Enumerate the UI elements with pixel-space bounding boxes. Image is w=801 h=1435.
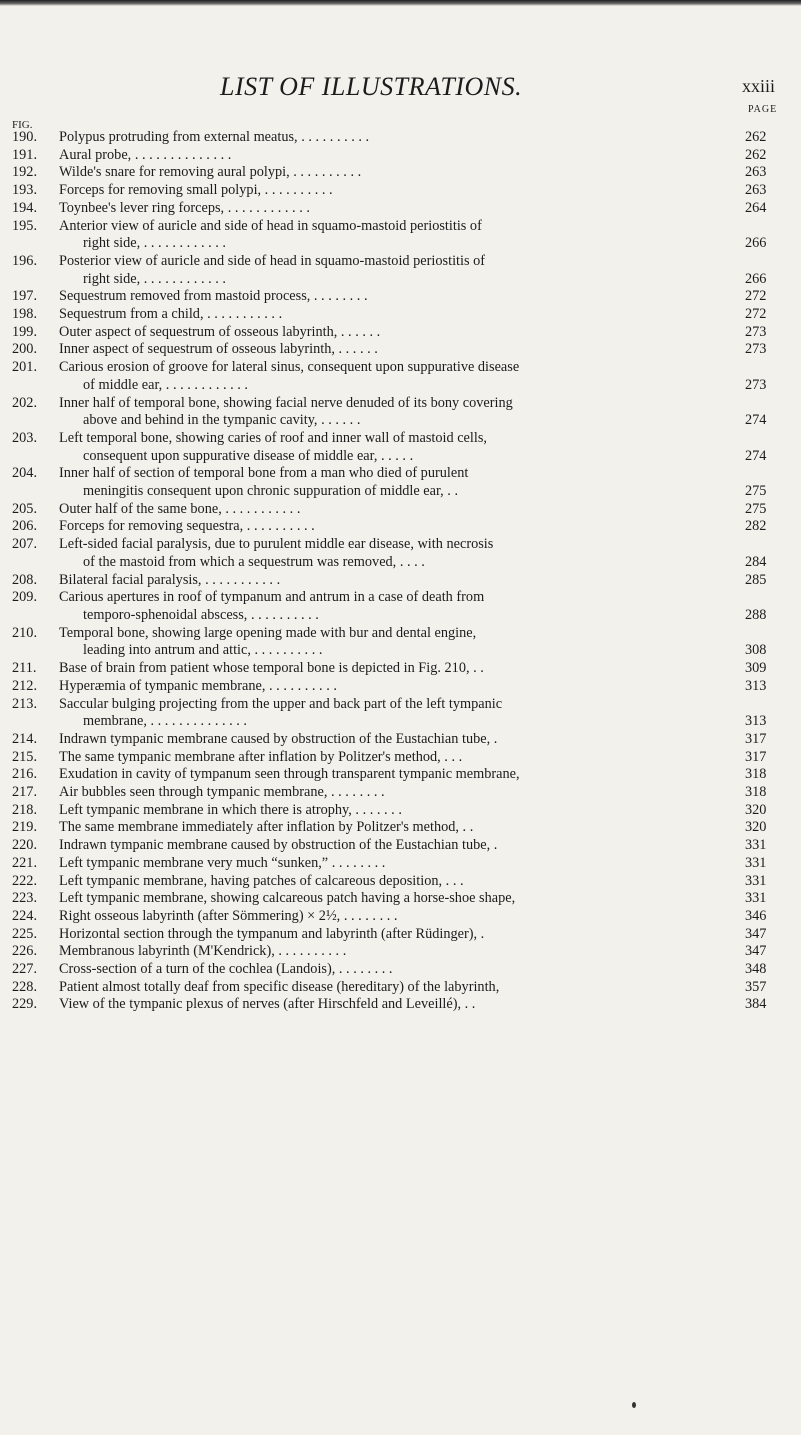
figure-number: 222. [12,872,38,889]
figure-number: 190. [12,129,38,145]
page-reference: 262 [745,146,767,163]
figure-number: 224. [12,907,38,924]
page-reference: 346 [745,907,767,924]
caption-line: Forceps for removing sequestra, . . . . . . . . . . [59,518,315,535]
page-reference: 309 [745,660,767,677]
figure-number: 198. [12,306,38,323]
page-reference: 282 [745,518,767,535]
figure-number: 208. [12,571,38,588]
caption-line: Sequestrum from a child, . . . . . . . . . . . [59,306,283,323]
figure-caption [59,182,691,200]
figure-number: 202. [12,394,38,411]
list-item [0,996,801,1014]
list-item [0,855,801,873]
caption-line: The same tympanic membrane after inflation by Politzer's method, . . . [59,748,463,765]
caption-line: Sequestrum removed from mastoid process, . . . . . . . . [59,288,368,305]
list-item [0,784,801,802]
figure-caption [59,660,691,678]
caption-line: of the mastoid from which a sequestrum was removed, . . . . [83,553,425,570]
figure-caption [59,784,691,802]
caption-line: Aural probe, . . . . . . . . . . . . . . [59,146,232,163]
caption-line: Inner aspect of sequestrum of osseous labyrinth, . . . . . . [59,341,378,358]
list-item [0,200,801,218]
page-reference: 313 [745,677,767,694]
page-reference: 313 [745,713,767,730]
figure-caption [59,147,691,165]
page-reference: 384 [745,996,767,1013]
list-item [0,147,801,165]
figure-caption [59,395,691,430]
list-item [0,501,801,519]
list-item [0,518,801,536]
page-reference: 274 [745,412,767,429]
caption-line: Patient almost totally deaf from specific disease (hereditary) of the labyrinth, [59,978,500,995]
figure-caption [59,625,691,660]
page-reference: 274 [745,447,767,464]
list-item [0,465,801,500]
list-item [0,359,801,394]
figure-number: 197. [12,288,38,305]
list-item [0,129,801,147]
figure-caption [59,749,691,767]
figure-number: 211. [12,660,37,677]
figure-caption [59,164,691,182]
figure-caption [59,731,691,749]
page-reference: 288 [745,606,767,623]
figure-caption [59,926,691,944]
caption-line: Outer half of the same bone, . . . . . . . . . . . [59,500,301,517]
figure-caption [59,430,691,465]
figure-caption [59,819,691,837]
list-item [0,306,801,324]
figure-caption [59,837,691,855]
page-reference: 273 [745,376,767,393]
page-reference: 331 [745,890,767,907]
caption-line: Horizontal section through the tympanum and labyrinth (after Rüdinger), . [59,925,485,942]
illustration-list [0,129,801,1014]
figure-caption [59,589,691,624]
caption-line: Cross-section of a turn of the cochlea (Landois), . . . . . . . . [59,961,393,978]
figure-number: 217. [12,784,38,801]
list-item [0,395,801,430]
list-item [0,749,801,767]
caption-line: membrane, . . . . . . . . . . . . . . [83,713,247,730]
list-item [0,819,801,837]
figure-caption [59,696,691,731]
caption-line: of middle ear, . . . . . . . . . . . . [83,376,249,393]
list-item [0,696,801,731]
caption-line: Left tympanic membrane very much “sunken,” . . . . . . . . [59,854,386,871]
list-item [0,943,801,961]
list-item [0,731,801,749]
page-reference: 348 [745,961,767,978]
figure-number: 207. [12,536,38,553]
caption-line: right side, . . . . . . . . . . . . [83,270,226,287]
figure-number: 225. [12,925,38,942]
list-item [0,908,801,926]
figure-number: 204. [12,465,38,482]
page-reference: 347 [745,925,767,942]
figure-number: 221. [12,854,38,871]
page-reference: 347 [745,943,767,960]
figure-number: 191. [12,146,38,163]
figure-caption [59,873,691,891]
list-item [0,890,801,908]
list-item [0,253,801,288]
page-reference: 266 [745,270,767,287]
figure-number: 218. [12,801,38,818]
page-column-label: PAGE [748,104,778,115]
caption-line: Posterior view of auricle and side of head in squamo-mastoid periostitis of [59,252,486,269]
list-item [0,837,801,855]
caption-line: Carious apertures in roof of tympanum and antrum in a case of death from [59,589,485,606]
caption-line: Toynbee's lever ring forceps, . . . . . . . . . . . . [59,199,310,216]
figure-caption [59,908,691,926]
figure-number: 223. [12,890,38,907]
list-item [0,873,801,891]
caption-line: Anterior view of auricle and side of head in squamo-mastoid periostitis of [59,217,482,234]
caption-line: Polypus protruding from external meatus, . . . . . . . . . . [59,129,370,145]
caption-line: Bilateral facial paralysis, . . . . . . . . . . . [59,571,281,588]
caption-line: Indrawn tympanic membrane caused by obstruction of the Eustachian tube, . [59,837,498,854]
figure-number: 216. [12,766,38,783]
figure-caption [59,200,691,218]
figure-caption [59,678,691,696]
figure-caption [59,766,691,784]
list-item [0,961,801,979]
list-item [0,341,801,359]
figure-number: 229. [12,996,38,1013]
caption-line: Base of brain from patient whose temporal bone is depicted in Fig. 210, . . [59,660,484,677]
figure-caption [59,359,691,394]
figure-number: 215. [12,748,38,765]
figure-caption [59,518,691,536]
figure-caption [59,501,691,519]
page-reference: 331 [745,872,767,889]
figure-number: 210. [12,624,38,641]
caption-line: leading into antrum and attic, . . . . . . . . . . [83,642,323,659]
figure-caption [59,961,691,979]
page-reference: 318 [745,766,767,783]
list-item [0,802,801,820]
page-reference: 357 [745,978,767,995]
list-item [0,218,801,253]
figure-caption [59,979,691,997]
list-item [0,589,801,624]
page-reference: 320 [745,801,767,818]
page-reference: 284 [745,553,767,570]
caption-line: Left tympanic membrane, having patches of calcareous deposition, . . . [59,872,464,889]
page-reference: 273 [745,323,767,340]
figure-caption [59,890,691,908]
figure-number: 220. [12,837,38,854]
caption-line: Left tympanic membrane, showing calcareous patch having a horse-shoe shape, [59,890,516,907]
caption-line: Left-sided facial paralysis, due to purulent middle ear disease, with necrosis [59,536,494,553]
figure-caption [59,288,691,306]
list-item [0,324,801,342]
list-item [0,288,801,306]
figure-caption [59,253,691,288]
figure-number: 219. [12,819,38,836]
caption-line: meningitis consequent upon chronic suppuration of middle ear, . . [83,483,459,500]
figure-caption [59,341,691,359]
list-item [0,164,801,182]
page-reference: 318 [745,784,767,801]
caption-line: Inner half of temporal bone, showing facial nerve denuded of its bony covering [59,394,513,411]
list-item [0,572,801,590]
caption-line: Inner half of section of temporal bone from a man who died of purulent [59,465,469,482]
caption-line: Air bubbles seen through tympanic membrane, . . . . . . . . [59,784,385,801]
caption-line: right side, . . . . . . . . . . . . [83,235,226,252]
figure-number: 195. [12,217,38,234]
caption-line: Outer aspect of sequestrum of osseous labyrinth, . . . . . . [59,323,381,340]
figure-number: 196. [12,252,38,269]
figure-number: 206. [12,518,38,535]
page-reference: 331 [745,854,767,871]
figure-caption [59,943,691,961]
caption-line: View of the tympanic plexus of nerves (after Hirschfeld and Leveillé), . . [59,996,476,1013]
figure-caption [59,572,691,590]
figure-caption [59,465,691,500]
caption-line: Wilde's snare for removing aural polypi, . . . . . . . . . . [59,164,362,181]
figure-number: 227. [12,961,38,978]
caption-line: Forceps for removing small polypi, . . . . . . . . . . [59,182,333,199]
caption-line: Indrawn tympanic membrane caused by obstruction of the Eustachian tube, . [59,730,498,747]
page-title: LIST OF ILLUSTRATIONS. [220,72,523,101]
figure-number: 199. [12,323,38,340]
page-reference: 285 [745,571,767,588]
page-reference: 317 [745,730,767,747]
list-item [0,625,801,660]
page-reference: 275 [745,483,767,500]
list-item [0,660,801,678]
figure-number: 193. [12,182,38,199]
caption-line: The same membrane immediately after inflation by Politzer's method, . . [59,819,474,836]
figure-caption [59,306,691,324]
list-item [0,979,801,997]
page-reference: 272 [745,288,767,305]
figure-number: 200. [12,341,38,358]
page-reference: 264 [745,199,767,216]
caption-line: Left tympanic membrane in which there is atrophy, . . . . . . . [59,801,402,818]
figure-number: 203. [12,429,38,446]
list-item [0,926,801,944]
page-reference: 263 [745,182,767,199]
caption-line: Left temporal bone, showing caries of roof and inner wall of mastoid cells, [59,429,487,446]
caption-line: consequent upon suppurative disease of middle ear, . . . . . [83,447,414,464]
caption-line: Carious erosion of groove for lateral sinus, consequent upon suppurative disease [59,359,520,376]
page-reference: 272 [745,306,767,323]
list-item [0,182,801,200]
figure-caption [59,536,691,571]
figure-number: 213. [12,695,38,712]
caption-line: Temporal bone, showing large opening made with bur and dental engine, [59,624,477,641]
figure-number: 212. [12,677,38,694]
figure-caption [59,324,691,342]
page-reference: 308 [745,642,767,659]
figure-number: 192. [12,164,38,181]
list-item [0,536,801,571]
figure-number: 214. [12,730,38,747]
list-item [0,766,801,784]
list-item [0,678,801,696]
caption-line: Hyperæmia of tympanic membrane, . . . . . . . . . . [59,677,337,694]
caption-line: Saccular bulging projecting from the upper and back part of the left tympanic [59,695,503,712]
figure-number: 194. [12,199,38,216]
page-reference: 331 [745,837,767,854]
figure-caption [59,129,691,147]
page-reference: 262 [745,129,767,145]
page-reference: 273 [745,341,767,358]
caption-line: above and behind in the tympanic cavity, . . . . . . [83,412,361,429]
fig-column-label: FIG. [12,119,33,131]
caption-line: Membranous labyrinth (M'Kendrick), . . . . . . . . . . [59,943,347,960]
figure-number: 205. [12,500,38,517]
figure-number: 201. [12,359,38,376]
page-number: xxiii [742,76,776,96]
figure-caption [59,218,691,253]
figure-number: 226. [12,943,38,960]
figure-caption [59,802,691,820]
page-reference: 317 [745,748,767,765]
figure-number: 228. [12,978,38,995]
figure-caption [59,855,691,873]
print-speck [632,1402,636,1408]
page-reference: 275 [745,500,767,517]
caption-line: Right osseous labyrinth (after Sömmering) × 2½, . . . . . . . . [59,907,398,924]
figure-caption [59,996,691,1014]
page-reference: 263 [745,164,767,181]
page-reference: 266 [745,235,767,252]
list-item [0,430,801,465]
caption-line: Exudation in cavity of tympanum seen through transparent tympanic membrane, [59,766,520,783]
caption-line: temporo-sphenoidal abscess, . . . . . . . . . . [83,606,319,623]
page-reference: 320 [745,819,767,836]
figure-number: 209. [12,589,38,606]
